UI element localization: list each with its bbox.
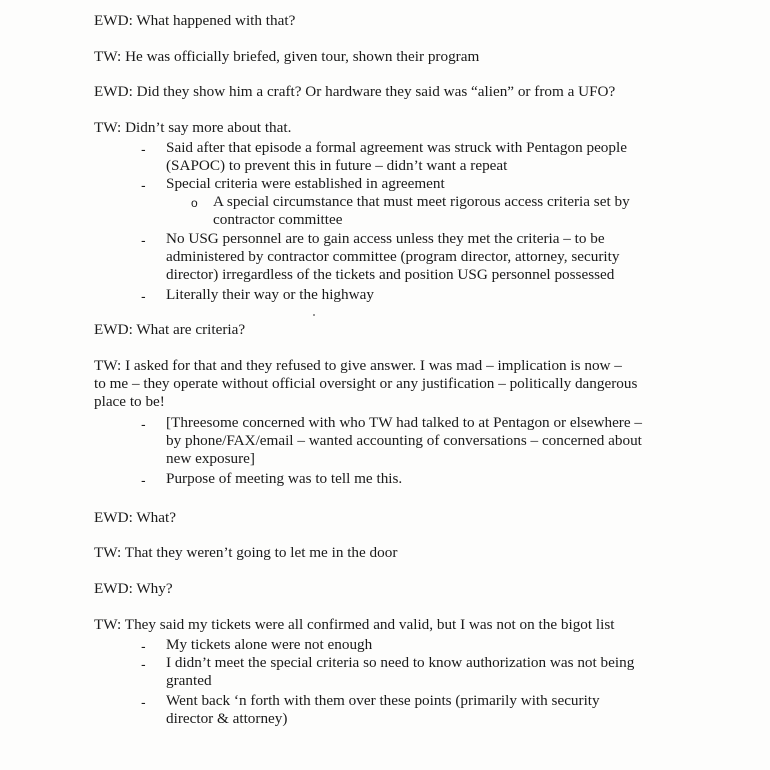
bullet-line: granted	[166, 672, 212, 689]
bullet-dash: -	[141, 177, 146, 193]
bullet-line: by phone/FAX/email – wanted accounting of conversations – concerned about	[166, 432, 642, 449]
text-line: EWD: What?	[94, 509, 176, 526]
paper-speck	[313, 314, 315, 316]
text-line: to me – they operate without official oversight or any justification – politically dangerous	[94, 375, 638, 392]
text-line: TW: Didn’t say more about that.	[94, 119, 292, 136]
sub-bullet-line: contractor committee	[213, 211, 343, 228]
bullet-line: Purpose of meeting was to tell me this.	[166, 470, 403, 487]
bullet-line: new exposure]	[166, 450, 255, 467]
bullet-line: Said after that episode a formal agreement was struck with Pentagon people	[166, 139, 627, 156]
sub-bullet-line: A special circumstance that must meet rigorous access criteria set by	[213, 193, 630, 210]
text-line: EWD: Why?	[94, 580, 173, 597]
bullet-line: Special criteria were established in agreement	[166, 175, 445, 192]
bullet-dash: -	[141, 141, 146, 157]
bullet-dash: -	[141, 416, 146, 432]
bullet-line: I didn’t meet the special criteria so need to know authorization was not being	[166, 654, 635, 671]
text-line: TW: I asked for that and they refused to give answer. I was mad – implication is now –	[94, 357, 622, 374]
bullet-line: No USG personnel are to gain access unless they met the criteria – to be	[166, 230, 605, 247]
bullet-line: (SAPOC) to prevent this in future – didn’t want a repeat	[166, 157, 508, 174]
text-line: TW: They said my tickets were all confirmed and valid, but I was not on the bigot list	[94, 616, 615, 633]
bullet-line: [Threesome concerned with who TW had talked to at Pentagon or elsewhere –	[166, 414, 642, 431]
text-line: TW: That they weren’t going to let me in the door	[94, 544, 398, 561]
bullet-dash: -	[141, 638, 146, 654]
bullet-dash: -	[141, 472, 146, 488]
text-line: EWD: What happened with that?	[94, 12, 296, 29]
bullet-line: director & attorney)	[166, 710, 288, 727]
bullet-dash: -	[141, 288, 146, 304]
bullet-line: My tickets alone were not enough	[166, 636, 373, 653]
bullet-line: director) irregardless of the tickets and position USG personnel possessed	[166, 266, 615, 283]
bullet-line: Went back ‘n forth with them over these points (primarily with security	[166, 692, 600, 709]
text-line: EWD: Did they show him a craft? Or hardware they said was “alien” or from a UFO?	[94, 83, 616, 100]
bullet-line: Literally their way or the highway	[166, 286, 374, 303]
bullet-dash: -	[141, 656, 146, 672]
text-line: EWD: What are criteria?	[94, 321, 246, 338]
text-line: TW: He was officially briefed, given tour, shown their program	[94, 48, 480, 65]
text-line: place to be!	[94, 393, 165, 410]
bullet-dash: -	[141, 232, 146, 248]
bullet-dash: -	[141, 694, 146, 710]
sub-bullet-circle: o	[191, 196, 198, 210]
bullet-line: administered by contractor committee (program director, attorney, security	[166, 248, 620, 265]
